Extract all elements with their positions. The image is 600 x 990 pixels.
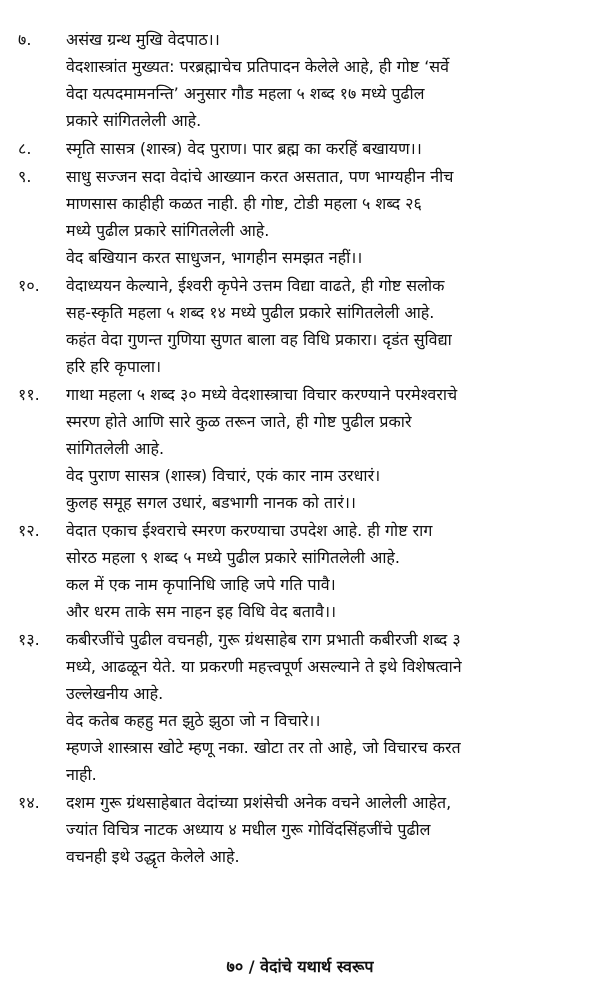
entry-body (66, 163, 588, 271)
verse-line: वेद पुराण सासत्र (शास्त्र) विचारं, एकं कार नाम उरधारं। (66, 466, 381, 485)
text-line: मध्ये, आढळून येते. या प्रकरणी महत्त्वपूर्ण असल्याने ते इथे विशेषत्वाने (66, 657, 462, 676)
text-line: स्मरण होते आणि सारे कुळ तरून जाते, ही गोष्ट पुढील प्रकारे (66, 412, 412, 431)
entry-number: ७. (18, 30, 32, 49)
entry-number: १२. (18, 521, 40, 540)
text-line: माणसास काहीही कळत नाही. ही गोष्ट, टोडी महला ५ शब्द २६ (66, 194, 422, 213)
text-line: वेदशास्त्रांत मुख्यत: परब्रह्माचेच प्रतिपादन केलेले आहे, ही गोष्ट ‘सर्वे (66, 57, 450, 76)
entry-8 (18, 135, 588, 162)
text-line: साधु सज्जन सदा वेदांचे आख्यान करत असतात, पण भाग्यहीन नीच (66, 167, 454, 186)
text-line: प्रकारे सांगितलेली आहे. (66, 111, 202, 130)
verse-line: और धरम ताके सम नाहन इह विधि वेद बतावै।। (66, 602, 337, 621)
verse-line: कहंत वेदा गुणन्त गुणिया सुणत बाला वह विधि प्रकारा। दृडंत सुविद्या (66, 330, 452, 349)
entry-number: १३. (18, 630, 40, 649)
entry-body (66, 381, 588, 516)
entry-body (66, 135, 588, 162)
entry-11 (18, 381, 588, 516)
text-line: कबीरजींचे पुढील वचनही, गुरू ग्रंथसाहेब राग प्रभाती कबीरजी शब्द ३ (66, 630, 461, 649)
page-footer: ७० / वेदांचे यथार्थ स्वरूप (226, 957, 374, 976)
entry-number: १०. (18, 276, 40, 295)
text-line: म्हणजे शास्त्रास खोटे म्हणू नका. खोटा तर तो आहे, जो विचारच करत (66, 738, 461, 757)
verse-line: कल में एक नाम कृपानिधि जाहि जपे गति पावै। (66, 575, 336, 594)
verse-line: हरि हरि कृपाला। (66, 357, 162, 376)
entry-number: ९. (18, 167, 32, 186)
text-line: दशम गुरू ग्रंथसाहेबात वेदांच्या प्रशंसेची अनेक वचने आलेली आहेत, (66, 793, 452, 812)
text-line: सांगितलेली आहे. (66, 439, 165, 458)
text-line: मध्ये पुढील प्रकारे सांगितलेली आहे. (66, 221, 270, 240)
entry-14 (18, 789, 588, 870)
text-line: सोरठ महला ९ शब्द ५ मध्ये पुढील प्रकारे सांगितलेली आहे. (66, 548, 401, 567)
entry-number: १४. (18, 793, 40, 812)
text-line: सह-स्कृति महला ५ शब्द १४ मध्ये पुढील प्रकारे सांगितलेली आहे. (66, 303, 435, 322)
verse-line: कुलह समूह सगल उधारं, बडभागी नानक को तारं।। (66, 493, 356, 512)
entry-body (66, 789, 588, 870)
entry-body (66, 26, 588, 134)
text-line: गाथा महला ५ शब्द ३० मध्ये वेदशास्त्राचा विचार करण्याने परमेश्वराचे (66, 385, 458, 404)
entry-12 (18, 517, 588, 625)
text-line: असंख ग्रन्थ मुखि वेदपाठ।। (66, 30, 220, 49)
text-line: नाही. (66, 765, 97, 784)
text-line: वचनही इथे उद्धृत केलेले आहे. (66, 847, 240, 866)
text-line: वेदात एकाच ईश्वराचे स्मरण करण्याचा उपदेश आहे. ही गोष्ट राग (66, 521, 433, 540)
entry-9 (18, 163, 588, 271)
entry-13 (18, 626, 588, 788)
entry-list (18, 26, 588, 870)
entry-10 (18, 272, 588, 380)
entry-body (66, 626, 588, 788)
entry-body (66, 272, 588, 380)
text-line: ज्यांत विचित्र नाटक अध्याय ४ मधील गुरू गोविंदसिंहजींचे पुढील (66, 820, 431, 839)
entry-body (66, 517, 588, 625)
verse-line: वेद कतेब कहहु मत झुठे झुठा जो न विचारे।। (66, 711, 321, 730)
text-line: स्मृति सासत्र (शास्त्र) वेद पुराण। पार ब्रह्म का करहिं बखायण।। (66, 139, 422, 158)
entry-number: ११. (18, 385, 40, 404)
verse-line: वेद बखियान करत साधुजन, भागहीन समझत नहीं।। (66, 248, 363, 267)
text-line: वेदा यत्पदमामनन्ति’ अनुसार गौड महला ५ शब्द १७ मध्ये पुढील (66, 84, 425, 103)
entry-7 (18, 26, 588, 134)
entry-number: ८. (18, 139, 32, 158)
text-line: वेदाध्ययन केल्याने, ईश्वरी कृपेने उत्तम विद्या वाढते, ही गोष्ट सलोक (66, 276, 445, 295)
text-line: उल्लेखनीय आहे. (66, 684, 164, 703)
